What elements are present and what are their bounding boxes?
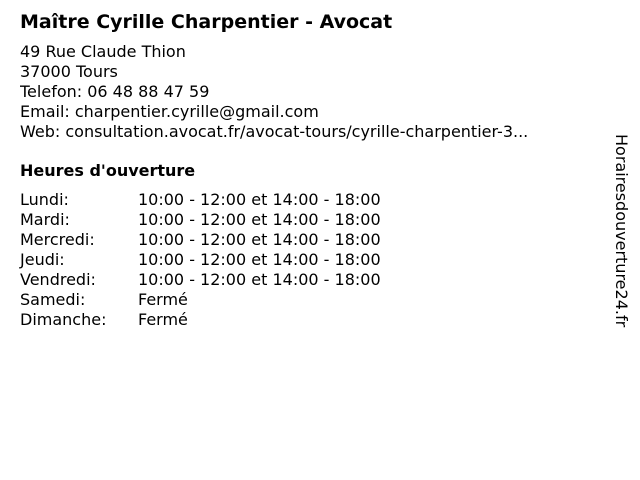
day-label: Samedi: — [20, 290, 86, 309]
business-title: Maître Cyrille Charpentier - Avocat — [20, 11, 393, 33]
day-hours: 10:00 - 12:00 et 14:00 - 18:00 — [138, 190, 381, 209]
business-card — [20, 10, 590, 330]
hours-list — [20, 190, 590, 330]
day-label: Dimanche: — [20, 310, 107, 329]
phone-line: Telefon: 06 48 88 47 59 — [20, 82, 210, 101]
day-hours: 10:00 - 12:00 et 14:00 - 18:00 — [138, 270, 381, 289]
email-line: Email: charpentier.cyrille@gmail.com — [20, 102, 319, 121]
day-label: Mardi: — [20, 210, 70, 229]
hours-row-monday — [20, 190, 590, 210]
contact-block — [20, 42, 590, 142]
hours-row-tuesday — [20, 210, 590, 230]
day-label: Jeudi: — [20, 250, 65, 269]
day-label: Lundi: — [20, 190, 69, 209]
city-postal: 37000 Tours — [20, 62, 118, 81]
day-label: Vendredi: — [20, 270, 96, 289]
day-hours: Fermé — [138, 290, 188, 309]
day-hours: 10:00 - 12:00 et 14:00 - 18:00 — [138, 210, 381, 229]
hours-row-wednesday — [20, 230, 590, 250]
day-hours: 10:00 - 12:00 et 14:00 - 18:00 — [138, 230, 381, 249]
site-watermark-text: Horairesdouverture24.fr — [612, 134, 631, 328]
street-address: 49 Rue Claude Thion — [20, 42, 186, 61]
hours-row-sunday — [20, 310, 590, 330]
hours-row-friday — [20, 270, 590, 290]
day-hours: 10:00 - 12:00 et 14:00 - 18:00 — [138, 250, 381, 269]
hours-heading: Heures d'ouverture — [20, 161, 196, 180]
day-hours: Fermé — [138, 310, 188, 329]
web-line: Web: consultation.avocat.fr/avocat-tours/cyrille-charpentier-3... — [20, 122, 529, 141]
hours-row-thursday — [20, 250, 590, 270]
day-label: Mercredi: — [20, 230, 95, 249]
hours-row-saturday — [20, 290, 590, 310]
